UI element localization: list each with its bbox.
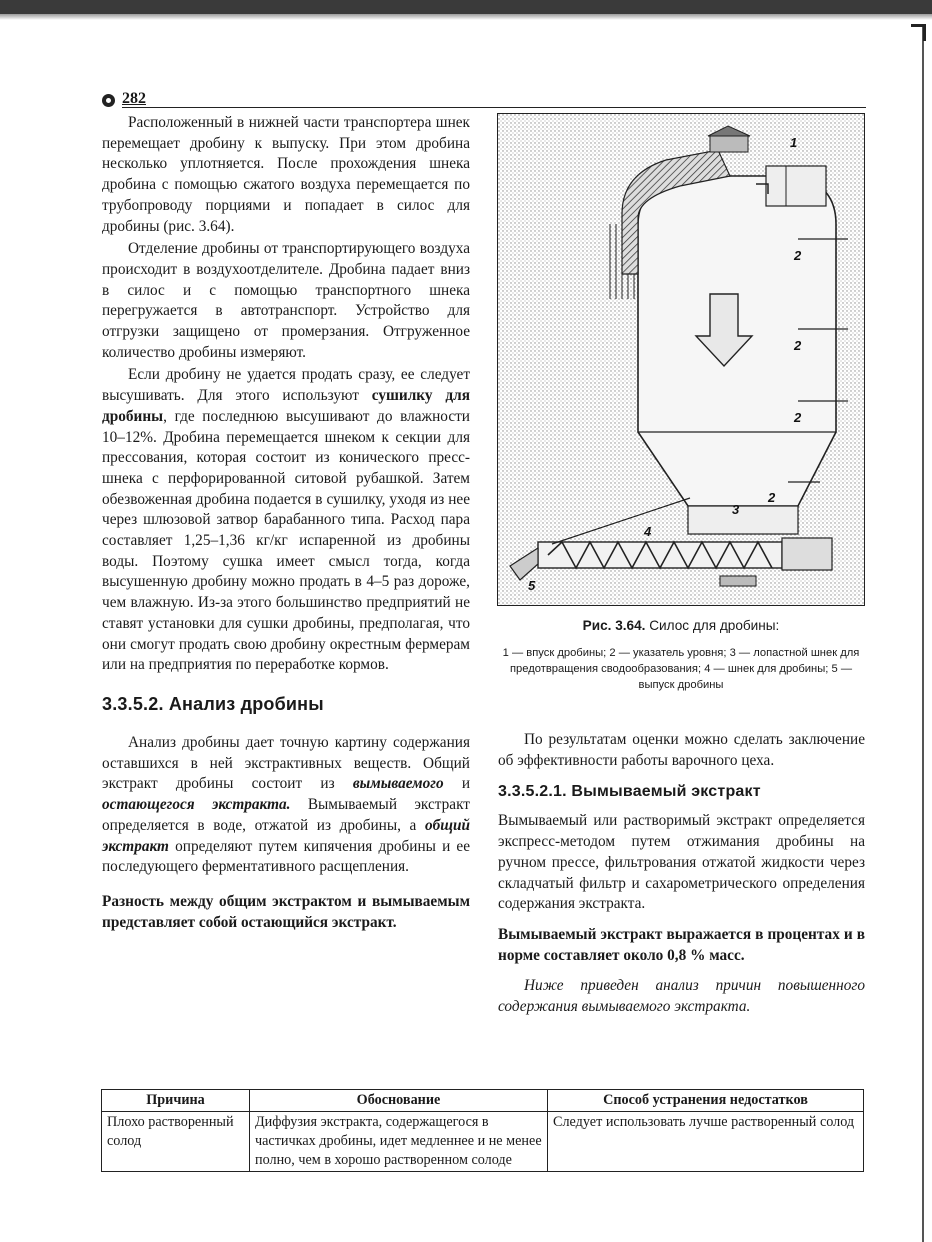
term-washable: вымываемого [352, 775, 444, 793]
term-grain-dryer: сушилку для дробины [102, 387, 470, 425]
causes-table [101, 1089, 864, 1172]
silo-diagram [498, 114, 864, 605]
table-row [102, 1112, 864, 1172]
label-4: 4 [644, 524, 652, 539]
scan-border-shadow [0, 14, 932, 20]
label-1: 1 [790, 135, 798, 150]
paragraph-norm: Вымываемый экстракт выражается в процентах и в норме составляет около 0,8 % масс. [498, 925, 865, 964]
paragraph-method: Вымываемый или растворимый экстракт определяется экспресс-методом путем отжимания дробины на ручном прессе, фильтрования отжатой жидкости через складчатый фильтр и сахарометрического определения содержания экстракта. [498, 812, 865, 913]
label-3: 3 [732, 502, 740, 517]
page-number: 282 [122, 90, 146, 107]
section-heading-analysis: 3.3.5.2. Анализ дробины [102, 693, 324, 714]
table-cell-cause: Плохо растворенный солод [102, 1112, 250, 1172]
page-header [102, 90, 866, 110]
figure-caption [497, 618, 865, 693]
header-rule [122, 107, 866, 108]
left-column [102, 113, 470, 935]
paragraph-difference: Разность между общим экстрактом и вымываемым представляет собой остающийся экстракт. [102, 892, 470, 931]
table-header-remedy: Способ устранения недостатков [548, 1090, 864, 1112]
paragraph-conclusion: По результатам оценки можно сделать заключение об эффективности работы варочного цеха. [498, 731, 865, 769]
paragraph-analysis: Анализ дробины дает точную картину содержания оставшихся в ней экстрактивных веществ. Общий экстракт дробины состоит из вымываемого и остающегося экстракта. Вымываемый экстракт определяется в воде, отжатой из дробины, а общий экстракт определяют путем кипячения дробины и ее последующего ферментативного расщепления. [102, 733, 471, 876]
paragraph-conveyor: Расположенный в нижней части транспортера шнек перемещает дробину к выпуску. При этом дробина несколько уплотняется. После прохождения шнека дробина с помощью сжатого воздуха перемещается по трубопроводу порциями и попадает в силос для дробины (рис. 3.64). [102, 114, 470, 235]
table-cell-reason: Диффузия экстракта, содержащегося в частичках дробины, идет медленнее и не менее полно, чем в хорошо растворенном солоде [250, 1112, 548, 1172]
label-5: 5 [528, 578, 536, 593]
label-2c: 2 [794, 410, 802, 425]
caption-title: Рис. 3.64. Силос для дробины: [582, 618, 780, 633]
scan-corner-mark [911, 24, 926, 41]
label-2b: 2 [794, 338, 802, 353]
caption-legend: 1 — впуск дробины; 2 — указатель уровня; 3 — лопастной шнек для предотвращения сводообразования; 4 — шнек для дробины; 5 — выпуск дробины [502, 647, 860, 691]
table-header-cause: Причина [102, 1090, 250, 1112]
right-column [498, 730, 865, 1020]
air-separator [756, 166, 826, 206]
label-2d: 2 [768, 490, 776, 505]
table-header-row [102, 1090, 864, 1112]
figure-silo [497, 113, 865, 606]
paragraph-drying: Если дробину не удается продать сразу, ее следует высушивать. Для этого используют сушилку для дробины, где последнюю высушивают до влажности 10–12%. Дробина перемещается шнеком к секции для прессования, которая состоит из конического пресс-шнека с перфорированной ситовой рубашкой. Затем обезвоженная дробина подается в сушилку, уходя из нее через шлюзовой затвор барабанного типа. Расход пара составляет 1,25–1,36 кг/кг испаренной из дробины воды. Поэтому сушка имеет смысл тогда, когда высушенную дробину можно продать в 4–5 раз дороже, чем влажную. Из-за этого большинство предприятий не ставят установки для сушки дробины, предполагая, что они смогут продать свою дробину окрестным фермерам или на предприятия по переработке кормов. [102, 366, 470, 674]
table-header-reason: Обоснование [250, 1090, 548, 1112]
scan-border-top [0, 0, 932, 14]
scan-border-right [922, 24, 924, 1242]
term-total-extract: общий экстракт [102, 816, 470, 855]
page-marker-icon [102, 94, 115, 107]
table-cell-remedy: Следует использовать лучше растворенный солод [548, 1112, 864, 1172]
label-2a: 2 [794, 248, 802, 263]
term-remaining-extract: остающегося экстракта. [102, 796, 291, 814]
paragraph-air-separation: Отделение дробины от транспортирующего воздуха происходит в воздухоотделителе. Дробина падает вниз в силос и с помощью транспортного шнека перегружается в автотранспорт. Устройство для отгрузки защищено от промерзания. Отгруженное количество дробины измеряют. [102, 240, 470, 361]
section-heading-washable-extract: 3.3.5.2.1. Вымываемый экстракт [498, 783, 761, 801]
paragraph-table-intro: Ниже приведен анализ причин повышенного содержания вымываемого экстракта. [498, 977, 865, 1016]
